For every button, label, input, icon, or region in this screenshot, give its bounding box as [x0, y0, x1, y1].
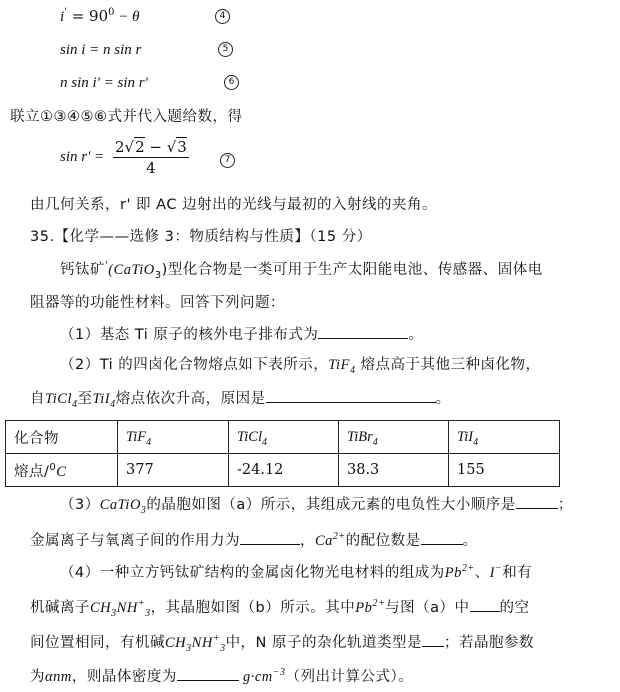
- question-4-line-4: 为αnm，则晶体密度为 $g\cdot cm^{-3}$（列出计算公式）。: [30, 667, 414, 685]
- table-header-cell: TiF$_4$: [118, 421, 229, 454]
- question-1: （1）基态 Ti 原子的核外电子排布式为 。: [60, 324, 423, 345]
- table-cell: 155: [449, 454, 560, 487]
- table-header-cell: TiBr$_4$: [339, 421, 449, 454]
- question-3-line-2: 金属离子与氧离子间的作用力为 ，$Ca^{2+}$的配位数是 。: [30, 531, 478, 549]
- equation-number-4: 4: [215, 9, 230, 24]
- equation-5: sin i = n sin r: [60, 42, 142, 58]
- table-row: [6, 421, 560, 454]
- equation-6: n sin i' = sin r': [60, 75, 148, 91]
- answer-blank-4[interactable]: [240, 530, 300, 545]
- answer-blank-1[interactable]: [318, 324, 408, 339]
- table-row-label: 熔点/$^0$C: [6, 454, 118, 487]
- question-2-line-1: （2）Ti 的四卤化合物熔点如下表所示，TiF$_4$ 熔点高于其他三种卤化物，: [60, 357, 541, 376]
- table-row: [6, 454, 560, 487]
- table-cell: -24.12: [229, 454, 339, 487]
- question-4-line-2: 机碱离子$CH_3NH^+_3$，其晶胞如图（b）所示。其中$Pb^{2+}$与图（a）中 的空: [30, 598, 530, 619]
- geometry-text: 由几何关系，r' 即 AC 边射出的光线与最初的入射线的夹角。: [30, 197, 438, 213]
- table-cell: 38.3: [339, 454, 449, 487]
- equation-number-5: 5: [218, 42, 233, 57]
- combine-text: 联立①③④⑤⑥式并代入题给数，得: [10, 109, 243, 125]
- answer-blank-6[interactable]: [470, 597, 500, 612]
- answer-blank-2[interactable]: [266, 388, 436, 403]
- answer-blank-8[interactable]: [177, 666, 239, 681]
- question-35-title: 35.【化学——选修 3：物质结构与性质】（15 分）: [30, 229, 372, 245]
- question-4-line-3: 间位置相同，有机碱$CH_3NH^+_3$中，N 原子的杂化轨道类型是 ；若晶胞参数: [30, 633, 535, 654]
- question-4-line-1: （4）一种立方钙钛矿结构的金属卤化物光电材料的组成为$Pb^{2+}$、I−和有: [60, 563, 533, 581]
- table-header-cell: TiI$_4$: [449, 421, 560, 454]
- answer-blank-3[interactable]: [516, 494, 558, 509]
- equation-4: $i' = 90^0 - \theta$: [60, 7, 140, 25]
- melting-point-table: [5, 420, 560, 487]
- answer-blank-5[interactable]: [421, 530, 463, 545]
- intro-line-1: 钙钛矿'(CaTiO$_3$)型化合物是一类可用于生产太阳能电池、传感器、固体电: [60, 260, 543, 281]
- equation-number-6: 6: [224, 75, 239, 90]
- answer-blank-7[interactable]: [422, 632, 444, 647]
- intro-line-2: 阻器等的功能性材料。回答下列问题：: [30, 295, 285, 311]
- table-header-cell: TiCl$_4$: [229, 421, 339, 454]
- question-2-line-2: 自TiCl$_4$至TiI$_4$熔点依次升高，原因是 。: [30, 388, 451, 409]
- table-header-label: 化合物: [6, 421, 118, 454]
- equation-7: sin r' = $\frac{2√2 - √3}{4}$: [60, 137, 187, 177]
- equation-number-7: 7: [220, 153, 235, 168]
- table-cell: 377: [118, 454, 229, 487]
- fraction: $\frac{2√2 - √3}{4}$: [114, 137, 187, 177]
- question-3-line-1: （3）CaTiO$_3$的晶胞如图（a）所示，其组成元素的电负性大小顺序是 ；: [60, 494, 573, 515]
